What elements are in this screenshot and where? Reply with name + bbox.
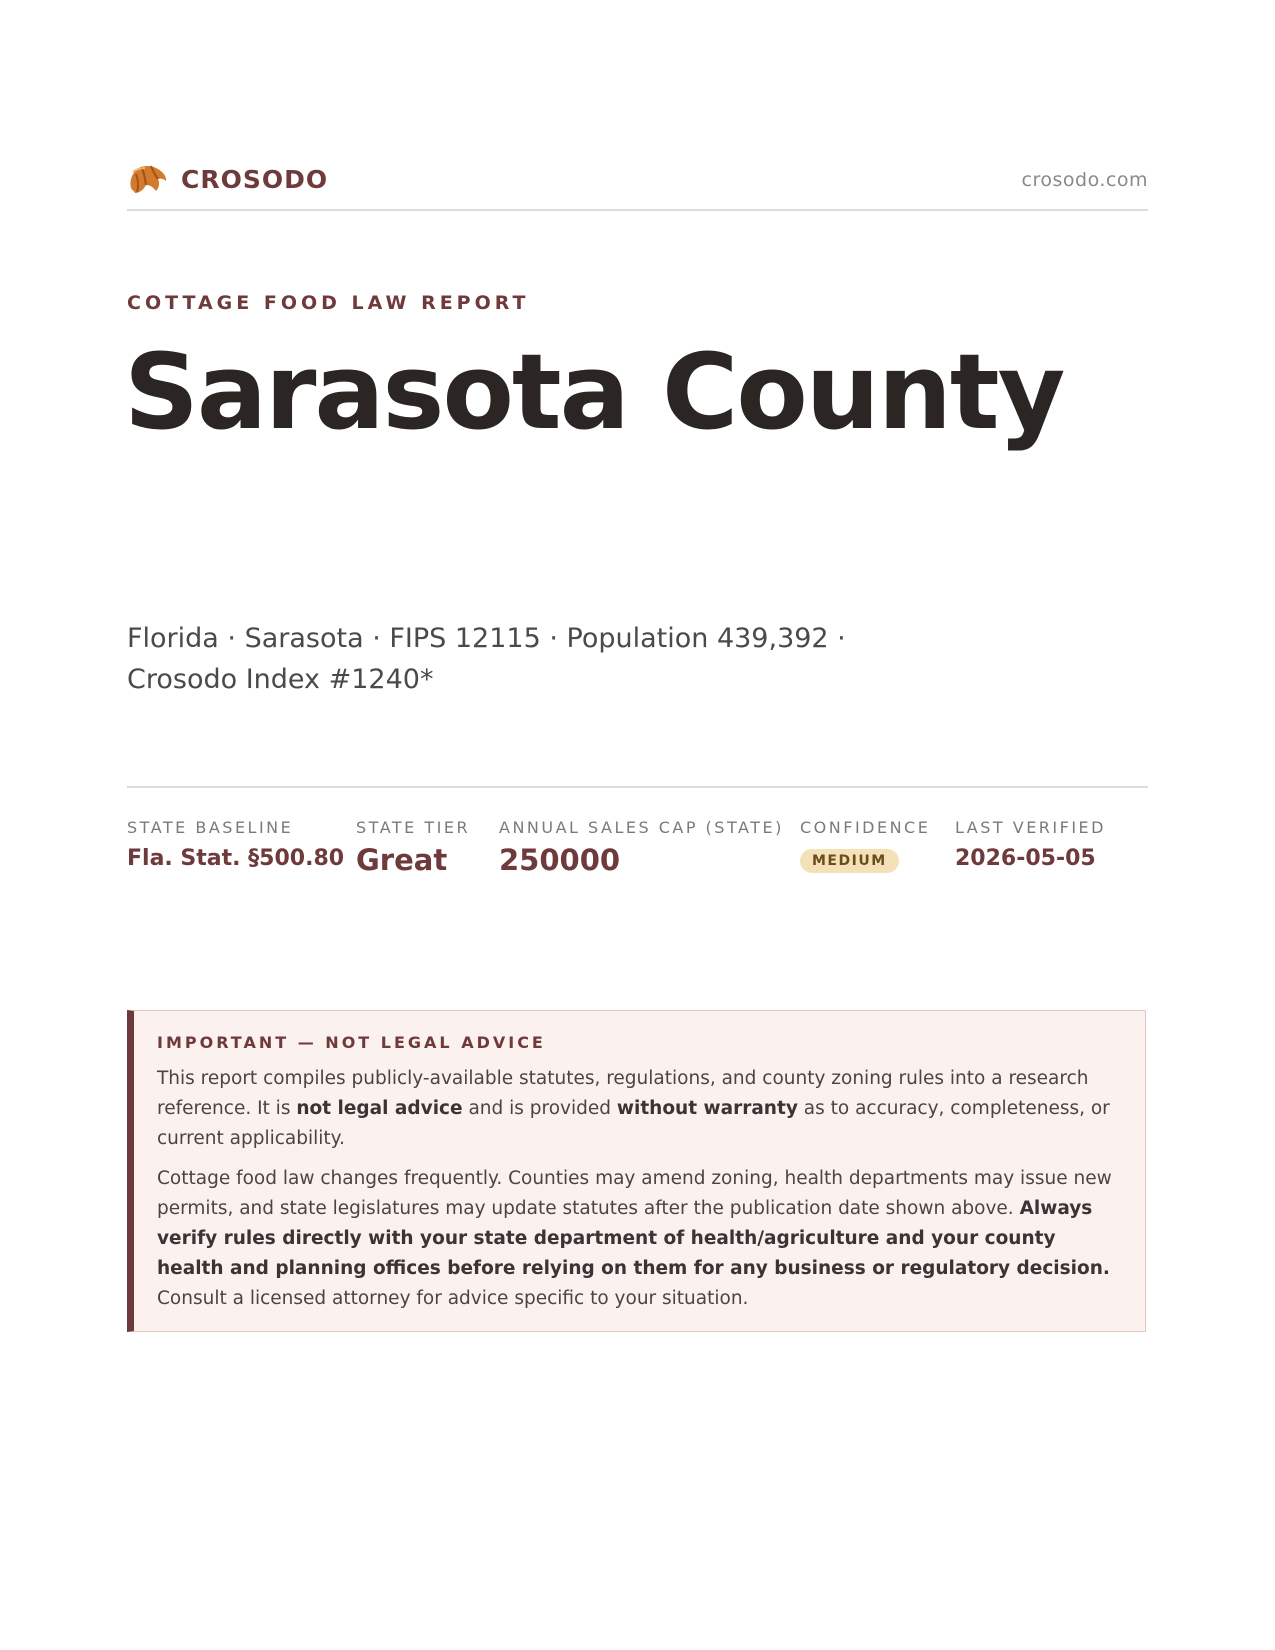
- notice-bold: not legal advice: [296, 1098, 463, 1119]
- notice-text: as to accuracy, completeness, or current applicability.: [157, 1098, 1110, 1149]
- stat-value: 2026-05-05: [955, 846, 1096, 871]
- stat-state-tier: [356, 818, 470, 877]
- stat-last-verified: [955, 818, 1106, 871]
- stat-value: Fla. Stat. §500.80: [127, 846, 345, 871]
- notice-heading: IMPORTANT — NOT LEGAL ADVICE: [157, 1033, 546, 1052]
- site-domain-link[interactable]: crosodo.com: [1021, 169, 1148, 191]
- stat-label: LAST VERIFIED: [955, 818, 1106, 837]
- brand-name: CROSODO: [181, 164, 329, 194]
- report-kicker: COTTAGE FOOD LAW REPORT: [127, 292, 530, 314]
- notice-bold: without warranty: [616, 1098, 798, 1119]
- stat-label: CONFIDENCE: [800, 818, 931, 837]
- stats-divider: [127, 786, 1148, 788]
- stat-state-baseline: [127, 818, 344, 871]
- report-page: [124, 0, 1148, 1650]
- notice-bold: Always verify rules directly with your state department of health/agriculture and your county health and planning offices before relying on them for any business or regulatory decision.: [157, 1198, 1110, 1279]
- stat-value: Great: [356, 843, 448, 877]
- legal-notice: [127, 1010, 1146, 1332]
- notice-text: and is provided: [462, 1098, 617, 1119]
- stat-value: 250000: [499, 843, 621, 877]
- notice-paragraph: [157, 1064, 1122, 1154]
- stat-sales-cap: [499, 818, 784, 877]
- stat-label: STATE TIER: [356, 818, 471, 837]
- notice-text: This report compiles publicly-available statutes, regulations, and county zoning rules into a research reference. It is: [157, 1068, 1089, 1119]
- croissant-icon: [127, 160, 169, 198]
- confidence-badge: MEDIUM: [800, 849, 899, 873]
- page-header: [127, 158, 1148, 211]
- page-title: Sarasota County: [124, 331, 1064, 453]
- notice-paragraph: [157, 1164, 1122, 1314]
- notice-text: Cottage food law changes frequently. Counties may amend zoning, health departments may issue new permits, and state legislatures may update statutes after the publication date shown above.: [157, 1168, 1112, 1219]
- county-subtitle: Florida · Sarasota · FIPS 12115 · Population 439,392 · Crosodo Index #1240*: [127, 623, 846, 695]
- notice-text: Consult a licensed attorney for advice specific to your situation.: [157, 1288, 749, 1309]
- stat-confidence: [800, 818, 930, 873]
- brand[interactable]: [127, 160, 328, 198]
- stat-label: ANNUAL SALES CAP (STATE): [499, 818, 784, 837]
- stat-label: STATE BASELINE: [127, 818, 294, 837]
